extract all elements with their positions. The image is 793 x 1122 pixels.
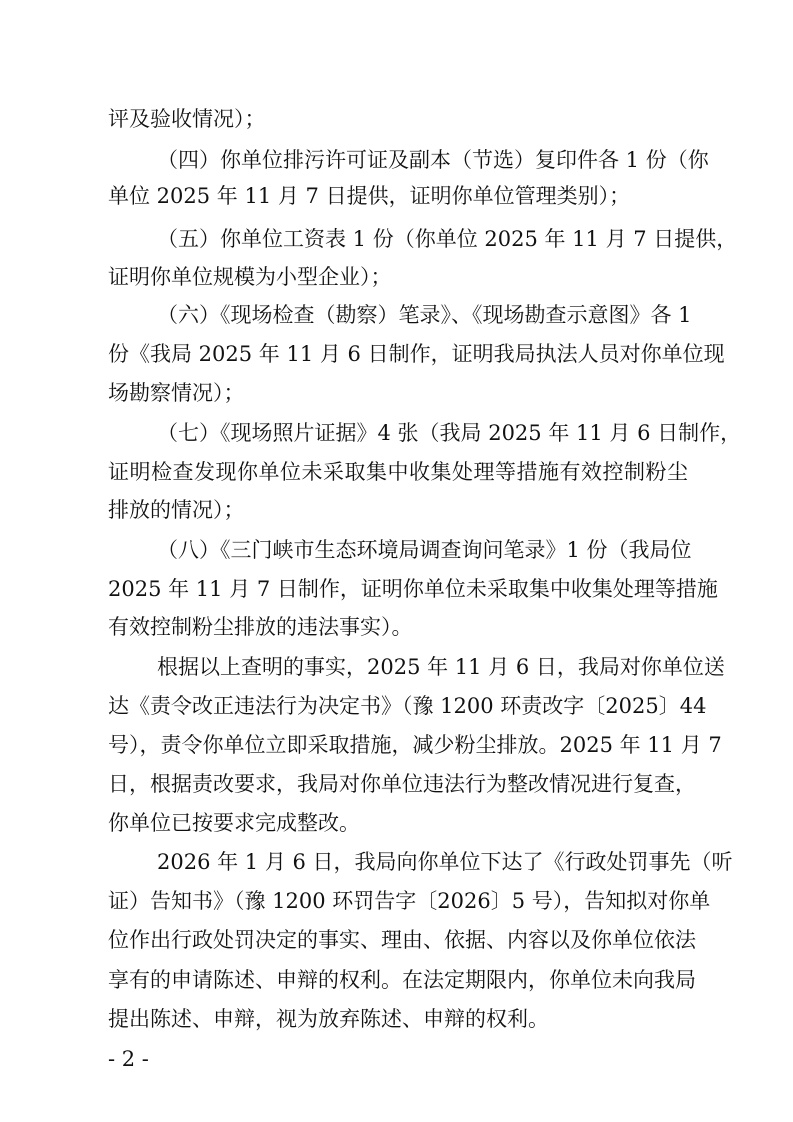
body-line: 提出陈述、申辩，视为放弃陈述、申辩的权利。 [108,1007,549,1031]
body-line: 证明检查发现你单位未采取集中收集处理等措施有效控制粉尘 [108,460,688,484]
body-line: 评及验收情况）； [108,107,266,131]
body-line: 排放的情况）； [108,498,245,522]
body-line: 证）告知书》（豫 1200 环罚告字〔2026〕5 号），告知拟对你单 [108,889,711,913]
body-line: 份《我局 2025 年 11 月 6 日制作，证明我局执法人员对你单位现 [108,342,725,366]
body-line: 根据以上查明的事实，2025 年 11 月 6 日，我局对你单位送 [157,655,725,679]
body-line: 2026 年 1 月 6 日，我局向你单位下达了《行政处罚事先（听 [157,850,733,874]
body-line: （七）《现场照片证据》4 张（我局 2025 年 11 月 6 日制作， [157,421,742,445]
body-line: （五）你单位工资表 1 份（你单位 2025 年 11 月 7 日提供， [157,227,738,251]
body-line: 达《责令改正违法行为决定书》（豫 1200 环责改字〔2025〕44 [108,694,707,718]
body-line: 享有的申请陈述、申辩的权利。在法定期限内，你单位未向我局 [108,968,696,992]
body-line: 你单位已按要求完成整改。 [108,811,360,835]
body-line: （四）你单位排污许可证及副本（节选）复印件各 1 份（你 [157,148,709,172]
body-line: 场勘察情况）； [108,381,245,405]
body-line: 单位 2025 年 11 月 7 日提供，证明你单位管理类别）； [108,184,631,208]
body-line: 2025 年 11 月 7 日制作，证明你单位未采取集中收集处理等措施 [108,577,718,601]
body-line: 号），责令你单位立即采取措施，减少粉尘排放。2025 年 11 月 7 [108,733,722,757]
body-line: （八）《三门峡市生态环境局调查询问笔录》1 份（我局位 [157,538,692,562]
body-line: 证明你单位规模为小型企业）； [108,265,392,289]
body-line: （六）《现场检查（勘察）笔录》、《现场勘查示意图》各 1 [157,303,692,327]
body-line: 日，根据责改要求，我局对你单位违法行为整改情况进行复查， [108,772,696,796]
page-number: - 2 - [108,1047,149,1071]
body-line: 位作出行政处罚决定的事实、理由、依据、内容以及你单位依法 [108,928,696,952]
body-line: 有效控制粉尘排放的违法事实）。 [108,615,413,639]
